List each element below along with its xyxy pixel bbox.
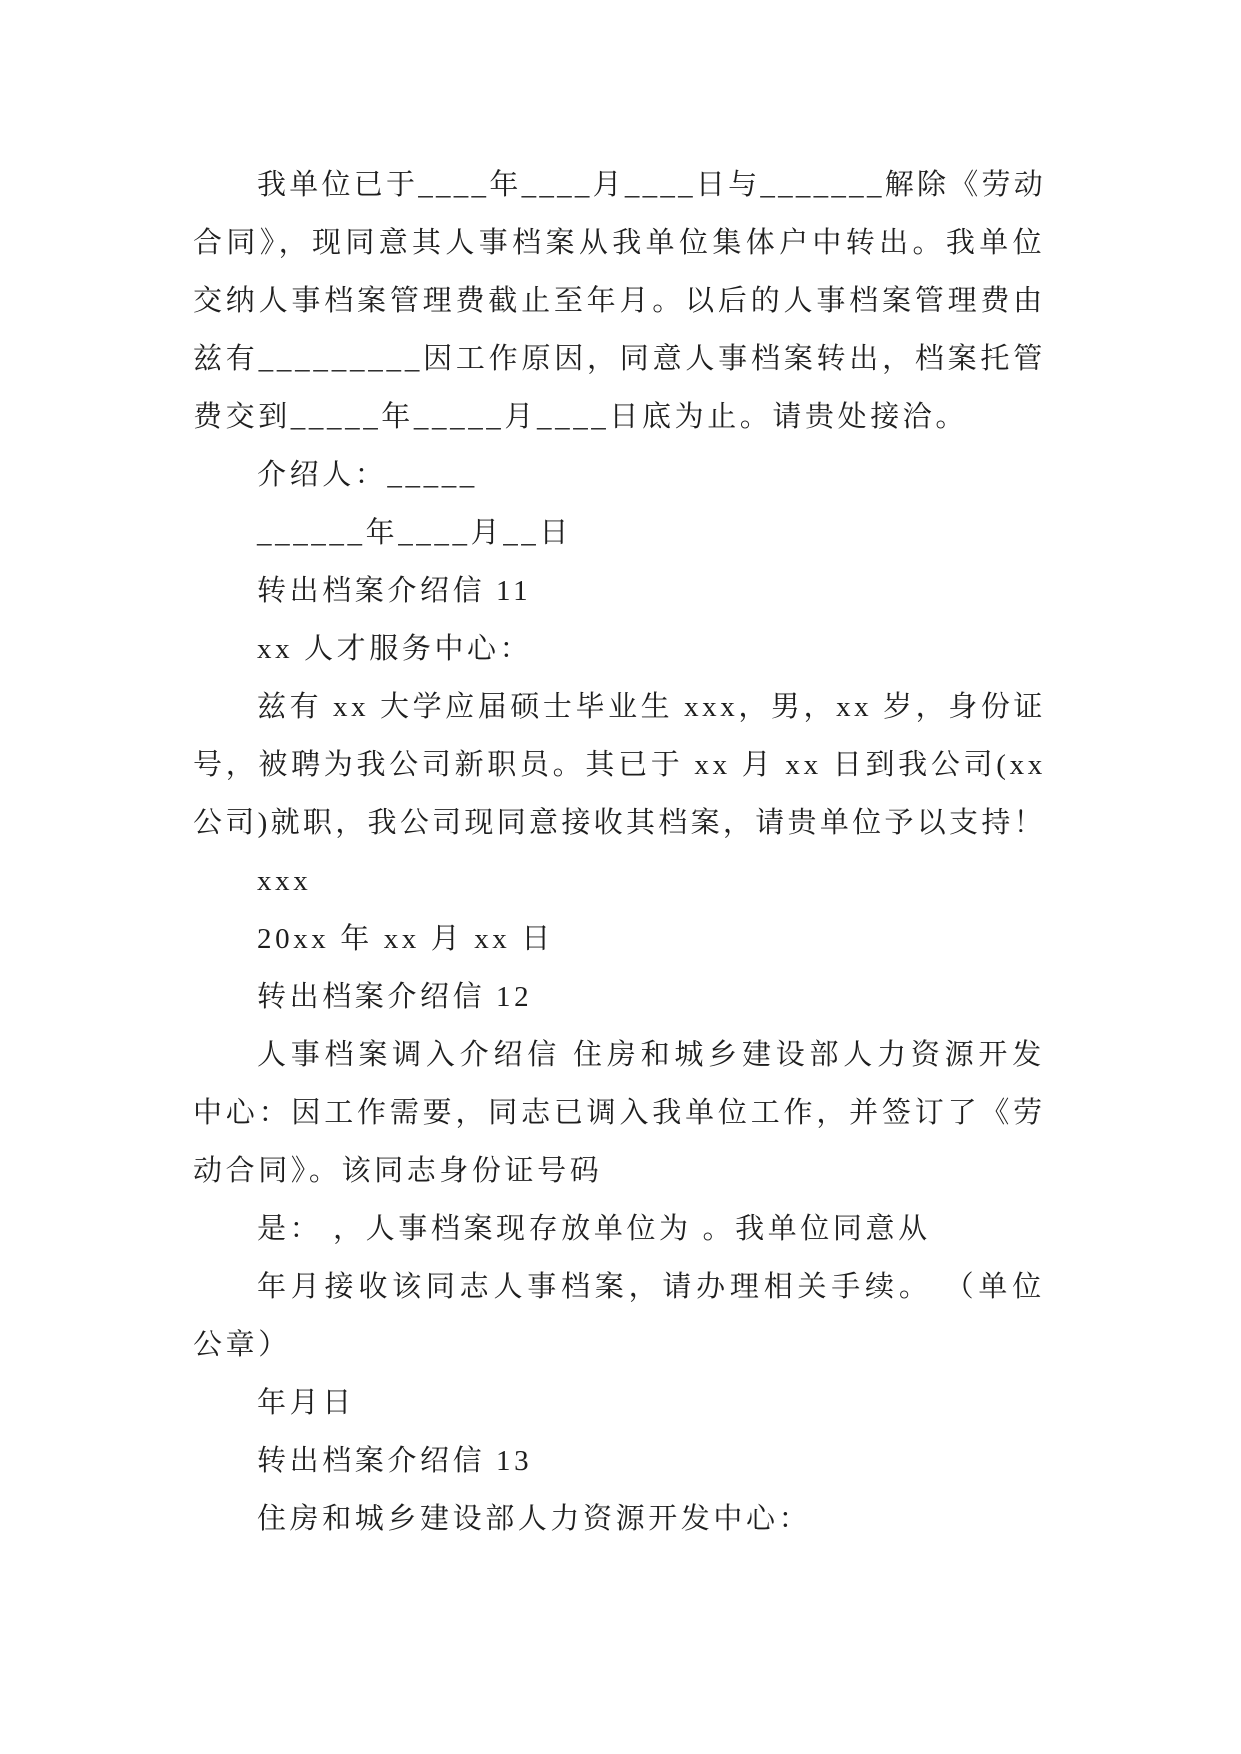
document-line bbox=[193, 910, 1046, 968]
document-line bbox=[193, 330, 1046, 388]
line-text: 费交到_____年_____月____日底为止。请贵处接洽。 bbox=[193, 401, 969, 433]
line-text: xxx bbox=[257, 865, 312, 897]
document-line bbox=[193, 1084, 1046, 1142]
document-line bbox=[193, 504, 1046, 562]
document-line bbox=[193, 1432, 1046, 1490]
line-text: 转出档案介绍信 12 bbox=[257, 981, 533, 1013]
line-text: 介绍人：_____ bbox=[257, 459, 478, 491]
line-text: 合同》，现同意其人事档案从我单位集体户中转出。我单位 bbox=[193, 227, 1046, 259]
line-text: 号，被聘为我公司新职员。其已于 xx 月 xx 日到我公司(xx bbox=[193, 749, 1046, 781]
document-line bbox=[193, 1490, 1046, 1548]
line-text: 转出档案介绍信 11 bbox=[257, 575, 532, 607]
line-text: 动合同》。该同志身份证号码 bbox=[193, 1155, 603, 1187]
line-text: 年月接收该同志人事档案，请办理相关手续。 （单位 bbox=[257, 1271, 1046, 1303]
line-text: 年月日 bbox=[257, 1387, 355, 1419]
line-text: 我单位已于____年____月____日与_______解除《劳动 bbox=[257, 169, 1046, 201]
line-text: 兹有 xx 大学应届硕士毕业生 xxx，男，xx 岁，身份证 bbox=[257, 691, 1046, 723]
line-text: 公司)就职，我公司现同意接收其档案，请贵单位予以支持！ bbox=[193, 807, 1046, 839]
letter-heading bbox=[193, 968, 1046, 1026]
body-paragraph bbox=[193, 156, 1046, 446]
document-line bbox=[193, 968, 1046, 1026]
body-paragraph bbox=[193, 1200, 1046, 1258]
document-line bbox=[193, 156, 1046, 214]
document-line bbox=[193, 1258, 1046, 1316]
body-paragraph bbox=[193, 678, 1046, 852]
line-text: 公章） bbox=[193, 1329, 291, 1361]
document-line bbox=[193, 736, 1046, 794]
document-line bbox=[193, 446, 1046, 504]
document-line bbox=[193, 794, 1046, 852]
line-text: 住房和城乡建设部人力资源开发中心： bbox=[257, 1503, 812, 1535]
document-line bbox=[193, 1374, 1046, 1432]
document-line bbox=[193, 852, 1046, 910]
recipient-line bbox=[193, 1490, 1046, 1548]
body-paragraph bbox=[193, 1258, 1046, 1374]
date-line bbox=[193, 1374, 1046, 1432]
signature-line bbox=[193, 852, 1046, 910]
document-line bbox=[193, 272, 1046, 330]
letter-heading bbox=[193, 1432, 1046, 1490]
introducer-line bbox=[193, 446, 1046, 504]
letter-heading bbox=[193, 562, 1046, 620]
line-text: ______年____月__日 bbox=[257, 517, 572, 549]
date-line bbox=[193, 504, 1046, 562]
line-text: 人事档案调入介绍信 住房和城乡建设部人力资源开发 bbox=[257, 1039, 1046, 1071]
document-line bbox=[193, 1142, 1046, 1200]
line-text: 20xx 年 xx 月 xx 日 bbox=[257, 923, 554, 955]
document-line bbox=[193, 1026, 1046, 1084]
document-line bbox=[193, 214, 1046, 272]
date-line bbox=[193, 910, 1046, 968]
line-text: 中心：因工作需要，同志已调入我单位工作，并签订了《劳 bbox=[193, 1097, 1046, 1129]
line-text: 转出档案介绍信 13 bbox=[257, 1445, 533, 1477]
recipient-line bbox=[193, 620, 1046, 678]
document-line bbox=[193, 388, 1046, 446]
document-line bbox=[193, 678, 1046, 736]
document-page bbox=[193, 156, 1046, 1548]
line-text: xx 人才服务中心： bbox=[257, 633, 533, 665]
document-line bbox=[193, 562, 1046, 620]
line-text: 兹有_________因工作原因，同意人事档案转出，档案托管 bbox=[193, 343, 1046, 375]
body-paragraph bbox=[193, 1026, 1046, 1200]
document-line bbox=[193, 1316, 1046, 1374]
document-line bbox=[193, 620, 1046, 678]
document-line bbox=[193, 1200, 1046, 1258]
line-text: 交纳人事档案管理费截止至年月。以后的人事档案管理费由 bbox=[193, 285, 1046, 317]
line-text: 是： ，人事档案现存放单位为 。我单位同意从 bbox=[257, 1213, 931, 1245]
